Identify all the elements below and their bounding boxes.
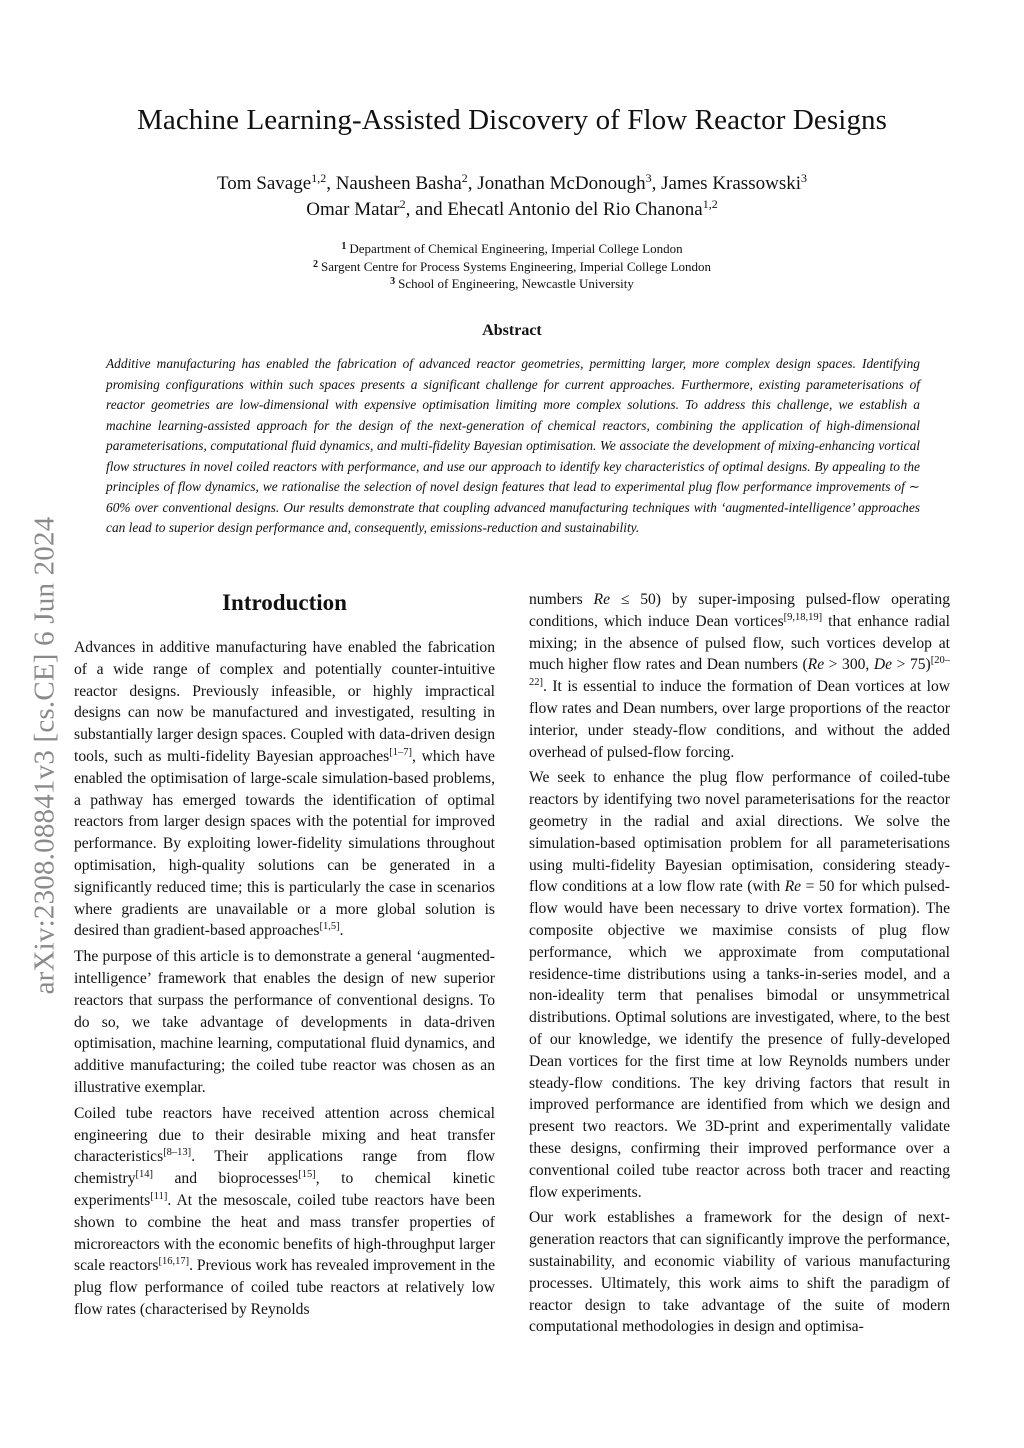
affiliation-text: Sargent Centre for Process Systems Engineering, Imperial College London bbox=[320, 258, 712, 274]
paragraph: The purpose of this article is to demonstrate a general ‘augmented-intelligence’ framework that enables the design of new superior reactors that surpass the performance of conventional designs. To do so, we take advantage of developments in data-driven optimisation, machine learning, computational fluid dynamics, and additive manufacturing; the coiled tube reactor was chosen as an illustrative exemplar. bbox=[74, 948, 495, 1096]
citation[interactable]: [1–7] bbox=[389, 746, 412, 758]
affiliation-marker: 1,2 bbox=[702, 197, 718, 211]
affiliation-marker: 2 bbox=[399, 197, 406, 211]
introduction-heading: Introduction bbox=[222, 590, 347, 615]
author-name: Omar Matar bbox=[306, 199, 400, 220]
text-run: . Their applications range from flow chemistry bbox=[74, 1148, 495, 1188]
math-symbol: Re bbox=[784, 878, 802, 896]
author-list bbox=[0, 171, 1024, 223]
affiliation-marker: 3 bbox=[801, 171, 807, 185]
author-name: James Krassowski bbox=[661, 173, 801, 194]
abstract-body: Additive manufacturing has enabled the fabrication of advanced reactor geometries, permitting larger, more complex design spaces. Identifying promising configurations within such spaces presents a significant challenge for current approaches. Furthermore, existing parameterisations of reactor geometries are low-dimensional with expensive optimisation limiting more complex solutions. To address this challenge, we establish a machine learning-assisted approach for the design of the next-generation of chemical reactors, combining the application of high-dimensional parameterisations, computational fluid dynamics, and multi-fidelity Bayesian optimisation. We associate the development of mixing-enhancing vortical flow structures in novel coiled reactors with performance, and use our approach to identify key characteristics of optimal designs. By appealing to the principles of flow dynamics, we rationalise the selection of novel design features that lead to experimental plug flow performance improvements of ∼ 60% over conventional designs. Our results demonstrate that coupling advanced manufacturing techniques with ‘augmented-intelligence’ approaches can lead to superior design performance and, consequently, emissions-reduction and sustainability. bbox=[106, 356, 920, 535]
affiliation-number: 1 bbox=[341, 241, 347, 252]
affiliation-item bbox=[0, 258, 1024, 276]
and-word: and bbox=[415, 199, 443, 220]
text-run: that enhance radial mixing; in the absence of pulsed flow, such vortices develop at much higher flow rates and Dean numbers ( bbox=[529, 612, 950, 674]
text-run: = 50 for which pulsed-flow would have been necessary to drive vortex formation). The composite objective we maximise consists of plug flow performance, which we approximate from computational residence-time distributions using a tanks-in-series model, and a non-ideality term that penalises bimodal or unsymmetrical distributions. Optimal solutions are investigated, where, to the best of our knowledge, we identify the presence of fully-developed Dean vortices for the first time at low Reynolds numbers under steady-flow conditions. The key driving factors that result in improved performance are identified from which we design and present two reactors. We 3D-print and experimentally validate these designs, confirming their improved performance over a conventional coiled tube reactor across both tracer and reacting flow experiments. bbox=[529, 878, 950, 1201]
affiliation-marker: 1,2 bbox=[311, 171, 327, 185]
citation[interactable]: [15] bbox=[298, 1169, 316, 1181]
author-line-2: Omar Matar$^2$, and Ehecatl Antonio del Rio Chanona$^{1,2}$ bbox=[306, 197, 718, 220]
text-run: ≤ 50) by super-imposing pulsed-flow operating conditions, which induce Dean vortices bbox=[529, 591, 950, 630]
affiliation-item bbox=[0, 275, 1024, 293]
left-column bbox=[74, 637, 495, 1325]
affiliation-list bbox=[0, 240, 1024, 293]
affiliation-number: 3 bbox=[390, 276, 396, 287]
text-run: Advances in additive manufacturing have enabled the fabrication of a wide range of complex and potentially counter-intuitive reactor designs. Previously infeasible, or highly impractical designs can now be manufactured and investigated, resulting in substantially larger design spaces. Coupled with data-driven design tools, such as multi-fidelity Bayesian approaches bbox=[74, 639, 495, 765]
citation[interactable]: [14] bbox=[135, 1169, 153, 1181]
author-name: Tom Savage bbox=[217, 173, 312, 194]
citation[interactable]: [1,5] bbox=[319, 921, 340, 933]
affiliation-marker: 2 bbox=[461, 171, 468, 185]
text-run: We seek to enhance the plug flow performance of coiled-tube reactors by identifying two novel parameterisations for the reactor geometry in the radial and axial directions. We solve the simulation-based optimisation problem for all parameterisations using multi-fidelity Bayesian optimisation, considering steady-flow conditions at a low flow rate (with bbox=[529, 769, 950, 896]
abstract-heading: Abstract bbox=[482, 322, 542, 339]
right-column bbox=[529, 589, 950, 1342]
citation[interactable]: [9,18,19] bbox=[783, 611, 823, 623]
math-symbol: Re bbox=[593, 591, 610, 608]
text-run: Coiled tube reactors have received attention across chemical engineering due to their desirable mixing and heat transfer characteristics bbox=[74, 1104, 495, 1166]
text-run: > 75) bbox=[892, 656, 931, 674]
text-run: , which have enabled the optimisation of large-scale simulation-based problems, a pathway has emerged towards the identification of optimal reactors from larger design spaces with the potential for improved performance. By exploiting lower-fidelity simulations throughout optimisation, high-quality solutions can be generated in a significantly reduced time; this is particularly the case in scenarios where gradients are unavailable or a more global solution is desired than gradient-based approaches bbox=[74, 747, 495, 940]
text-run: numbers bbox=[529, 591, 594, 608]
paragraph bbox=[529, 589, 950, 763]
citation[interactable]: [8–13] bbox=[163, 1147, 192, 1159]
affiliation-item bbox=[0, 240, 1024, 258]
text-run: , to chemical kinetic experiments bbox=[74, 1170, 496, 1209]
math-symbol: Re bbox=[807, 656, 825, 674]
affiliation-text: Department of Chemical Engineering, Imperial College London bbox=[349, 241, 683, 256]
paragraph: Our work establishes a framework for the design of next-generation reactors that can significantly improve the performance, sustainability, and economic viability of various manufacturing processes. Ultimately, this work aims to shift the paradigm of reactor design to take advantage of the suite of modern computational methodologies in design and optimisa- bbox=[529, 1209, 950, 1336]
author-name: Jonathan McDonough bbox=[477, 173, 646, 194]
text-run: > 300, bbox=[824, 656, 874, 674]
affiliation-number: 2 bbox=[312, 258, 318, 270]
affiliation-marker: 3 bbox=[645, 171, 652, 185]
text-run: . bbox=[339, 922, 344, 940]
paragraph bbox=[529, 767, 950, 1203]
text-run: and bioprocesses bbox=[153, 1170, 299, 1188]
paragraph bbox=[74, 1103, 495, 1321]
citation[interactable]: [16,17] bbox=[158, 1256, 190, 1268]
affiliation-text: School of Engineering, Newcastle University bbox=[398, 276, 634, 291]
math-symbol: De bbox=[873, 656, 893, 674]
author-line-1: Tom Savage$^{1,2}$, Nausheen Basha$^2$, Jonathan McDonough$^3$, James Krassowski$^3$ bbox=[217, 171, 807, 194]
citation[interactable]: [20–22] bbox=[529, 655, 950, 689]
author-name: Nausheen Basha bbox=[335, 173, 462, 194]
arxiv-sidebar-stamp bbox=[24, 460, 66, 1050]
paragraph bbox=[74, 637, 495, 942]
citation[interactable]: [11] bbox=[150, 1190, 168, 1202]
paper-title: Machine Learning-Assisted Discovery of Flow Reactor Designs bbox=[136, 104, 888, 136]
text-run: . It is essential to induce the formation of Dean vortices at low flow rates and Dean numbers, over large proportions of the reactor interior, under steady-flow conditions, and without the added overhead of pulsed-flow forcing. bbox=[529, 678, 950, 761]
text-run: . Previous work has revealed improvement in the plug flow performance of coiled tube reactors at relatively low flow rates (characterised by Reynolds bbox=[74, 1257, 495, 1318]
arxiv-identifier: arXiv:2308.08841v3 [cs.CE] 6 Jun 2024 bbox=[28, 516, 61, 994]
author-name: Ehecatl Antonio del Rio Chanona bbox=[447, 199, 703, 220]
text-run: . At the mesoscale, coiled tube reactors have been shown to combine the heat and mass transfer properties of microreactors with the economic benefits of high-throughput larger scale reactors bbox=[74, 1191, 495, 1275]
